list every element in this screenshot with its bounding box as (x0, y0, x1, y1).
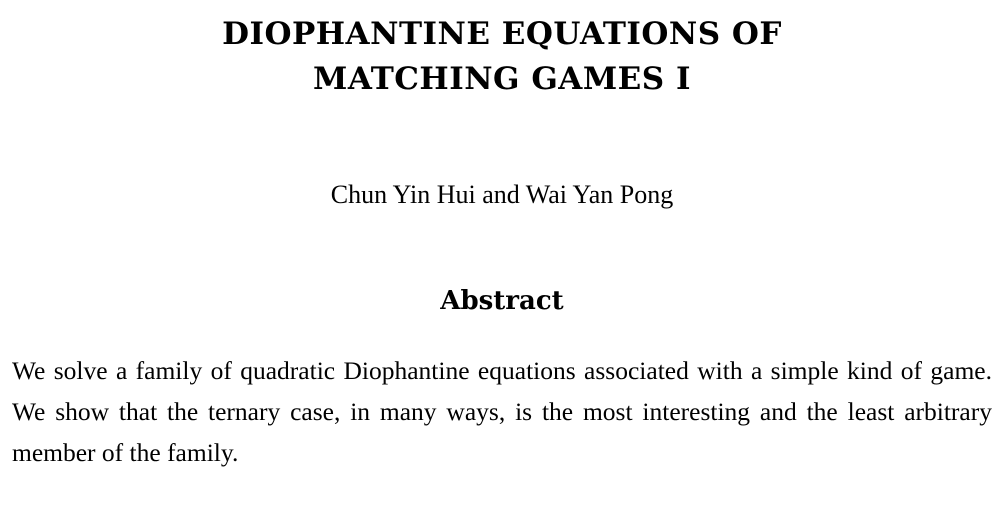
abstract-heading: Abstract (440, 286, 564, 316)
abstract-body (12, 350, 992, 473)
paper-page (0, 12, 1004, 506)
abstract-paragraph: We solve a family of quadratic Diophantine equations associated with a simple kind of game. We show that the ternary case, in many ways, is the most interesting and the least arbitrary member of the family. (12, 356, 992, 467)
page-title (0, 12, 1004, 102)
page-title-line-1: DIOPHANTINE EQUATIONS OF (222, 16, 782, 52)
author-list: Chun Yin Hui and Wai Yan Pong (330, 180, 674, 209)
page-title-line-2: MATCHING GAMES I (313, 61, 691, 97)
